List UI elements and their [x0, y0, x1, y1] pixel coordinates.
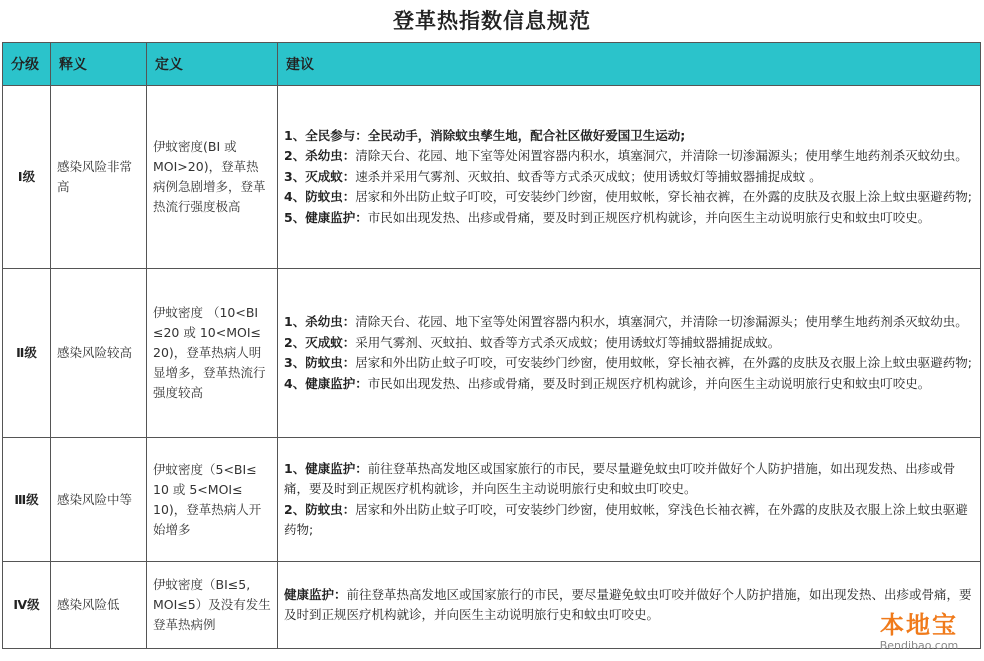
advice-item: [284, 374, 974, 395]
advice-label: 3、防蚊虫：: [284, 355, 356, 370]
header-meaning: 释义: [51, 43, 147, 86]
advice-label: 5、健康监护：: [284, 209, 368, 225]
dengue-index-table: [2, 42, 981, 649]
advice-text: 居家和外出防止蚊子叮咬，可安装纱门纱窗，使用蚊帐，穿长袖衣裤，在外露的皮肤及衣服上涂上蚊虫驱避药物;: [355, 189, 972, 205]
advice-text: 速杀并采用气雾剂、灭蚊拍、蚊香等方式杀灭成蚊；使用诱蚊灯等捕蚊器捕捉成蚊 。: [355, 168, 822, 184]
table-row: [3, 562, 981, 649]
advice-item: [284, 333, 974, 354]
level-cell: Ⅰ级: [3, 86, 51, 269]
advice-label: 1、杀幼虫：: [284, 314, 356, 329]
watermark-logo: [860, 605, 978, 657]
meaning-cell: 感染风险低: [51, 562, 147, 649]
advice-item: [284, 126, 974, 147]
advice-item: [284, 208, 974, 229]
advice-label: 4、健康监护：: [284, 375, 368, 391]
watermark-url: Bendibao.com: [879, 639, 959, 652]
advice-label: 4、防蚊虫：: [284, 189, 356, 205]
advice-text: 清除天台、花园、地下室等处闲置容器内积水，填塞洞穴，并清除一切渗漏源头；使用孳生地药剂杀灭蚊幼虫。: [355, 148, 968, 164]
advice-text: 前往登革热高发地区或国家旅行的市民，要尽量避免蚊虫叮咬并做好个人防护措施，如出现发热、出疹或骨痛，要及时到正规医疗机构就诊，并向医生主动说明旅行史和蚊虫叮咬史。: [284, 460, 956, 496]
meaning-cell: 感染风险较高: [51, 269, 147, 438]
advice-text: 前往登革热高发地区或国家旅行的市民，要尽量避免蚊虫叮咬并做好个人防护措施，如出现发热、出疹或骨痛，要及时到正规医疗机构就诊，并向医生主动说明旅行史和蚊虫叮咬史。: [284, 586, 972, 622]
advice-text: 市民如出现发热、出疹或骨痛，要及时到正规医疗机构就诊，并向医生主动说明旅行史和蚊虫叮咬史。: [367, 209, 931, 225]
table-header-row: [3, 43, 981, 86]
header-advice: 建议: [278, 43, 981, 86]
table-row: [3, 438, 981, 562]
definition-cell: 伊蚊密度 （10<BI ≤20 或 10<MOI≤ 20)，登革热病人明显增多，登革热流行强度较高: [147, 269, 278, 438]
advice-item: [284, 146, 974, 167]
header-definition: 定义: [147, 43, 278, 86]
definition-cell: 伊蚊密度(BI 或 MOI>20)，登革热病例急剧增多，登革热流行强度极高: [147, 86, 278, 269]
advice-text: 全民动手，消除蚊虫孳生地，配合社区做好爱国卫生运动;: [367, 127, 686, 143]
advice-item: [284, 187, 974, 208]
advice-item: [284, 312, 974, 333]
level-cell: Ⅲ级: [3, 438, 51, 562]
advice-label: 2、杀幼虫：: [284, 148, 356, 164]
advice-item: [284, 167, 974, 188]
watermark-text: 本地宝: [880, 611, 958, 639]
advice-text: 居家和外出防止蚊子叮咬，可安装纱门纱窗，使用蚊帐，穿长袖衣裤，在外露的皮肤及衣服上涂上蚊虫驱避药物;: [355, 355, 972, 370]
advice-cell: [278, 269, 981, 438]
advice-label: 1、健康监护：: [284, 460, 368, 476]
table-row: [3, 86, 981, 269]
advice-text: 清除天台、花园、地下室等处闲置容器内积水，填塞洞穴，并清除一切渗漏源头；使用孳生地药剂杀灭蚊幼虫。: [355, 314, 968, 329]
meaning-cell: 感染风险非常高: [51, 86, 147, 269]
advice-label: 2、防蚊虫：: [284, 501, 356, 517]
level-cell: Ⅳ级: [3, 562, 51, 649]
advice-item: [284, 500, 974, 541]
advice-cell: [278, 438, 981, 562]
definition-cell: 伊蚊密度（BI≤5, MOI≤5）及没有发生登革热病例: [147, 562, 278, 649]
advice-text: 采用气雾剂、灭蚊拍、蚊香等方式杀灭成蚊；使用诱蚊灯等捕蚊器捕捉成蚊。: [355, 334, 781, 350]
level-cell: Ⅱ级: [3, 269, 51, 438]
definition-cell: 伊蚊密度（5<BI≤ 10 或 5<MOI≤ 10)，登革热病人开始增多: [147, 438, 278, 562]
advice-cell: [278, 86, 981, 269]
advice-item: [284, 353, 974, 374]
advice-label: 1、全民参与：: [284, 127, 368, 143]
meaning-cell: 感染风险中等: [51, 438, 147, 562]
table-row: [3, 269, 981, 438]
header-level: 分级: [3, 43, 51, 86]
advice-text: 居家和外出防止蚊子叮咬，可安装纱门纱窗，使用蚊帐，穿浅色长袖衣裤，在外露的皮肤及衣服上涂上蚊虫驱避药物;: [284, 501, 968, 537]
advice-text: 市民如出现发热、出疹或骨痛，要及时到正规医疗机构就诊，并向医生主动说明旅行史和蚊虫叮咬史。: [367, 375, 931, 391]
advice-item: [284, 459, 974, 500]
advice-label: 健康监护：: [284, 586, 347, 602]
advice-label: 2、灭成蚊：: [284, 334, 356, 350]
page-title: 登革热指数信息规范: [393, 9, 591, 33]
advice-label: 3、灭成蚊：: [284, 168, 356, 184]
